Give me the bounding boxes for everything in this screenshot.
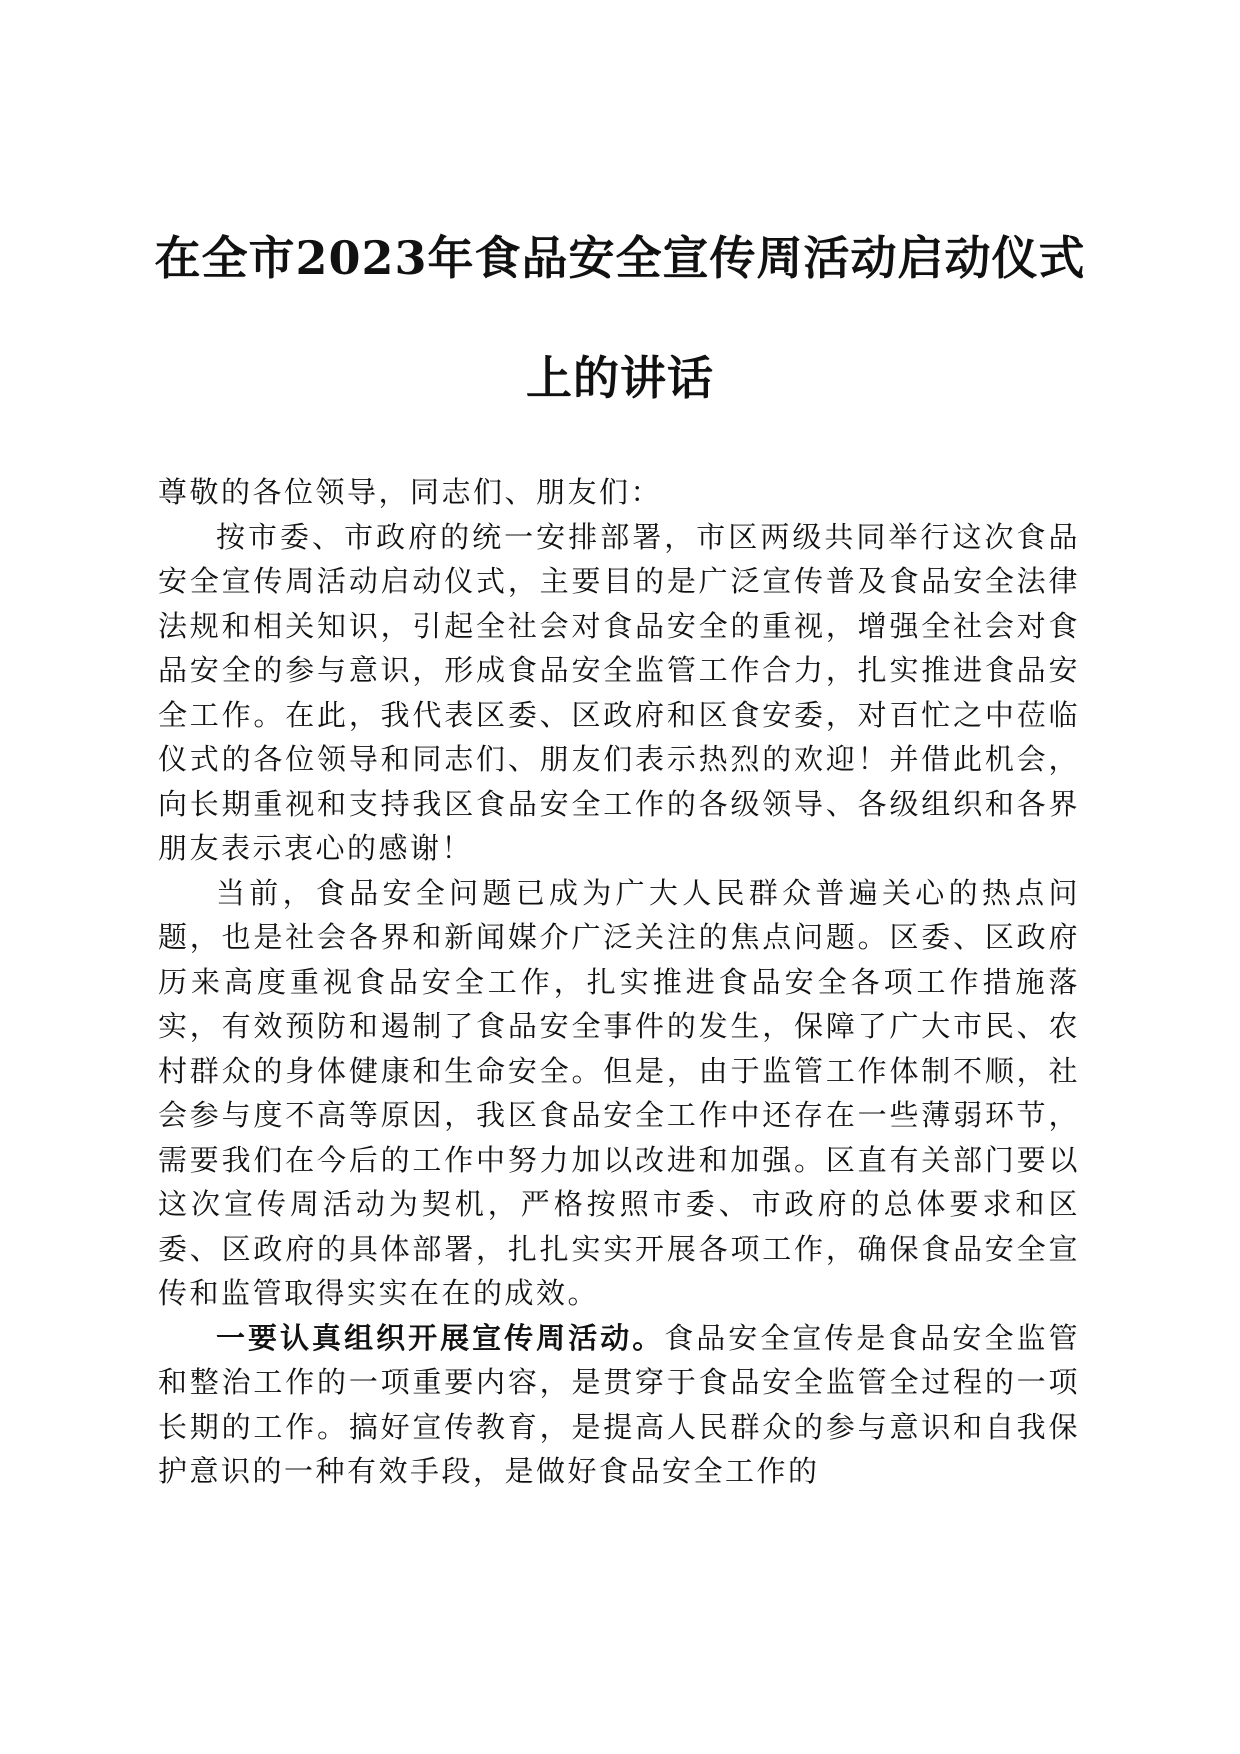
paragraph-3-heading: 一要认真组织开展宣传周活动。 — [216, 1320, 665, 1355]
document-body — [158, 470, 1080, 1494]
paragraph-2: 当前，食品安全问题已成为广大人民群众普遍关心的热点问题，也是社会各界和新闻媒介广泛关注的焦点问题。区委、区政府历来高度重视食品安全工作，扎实推进食品安全各项工作措施落实，有效预防和遏制了食品安全事件的发生，保障了广大市民、农村群众的身体健康和生命安全。但是，由于监管工作体制不顺，社会参与度不高等原因，我区食品安全工作中还存在一些薄弱环节，需要我们在今后的工作中努力加以改进和加强。区直有关部门要以这次宣传周活动为契机，严格按照市委、市政府的总体要求和区委、区政府的具体部署，扎扎实实开展各项工作，确保食品安全宣传和监管取得实实在在的成效。 — [158, 875, 1080, 1310]
paragraph-3 — [158, 1316, 1080, 1494]
paragraph-1: 按市委、市政府的统一安排部署，市区两级共同举行这次食品安全宣传周活动启动仪式，主要目的是广泛宣传普及食品安全法律法规和相关知识，引起全社会对食品安全的重视，增强全社会对食品安全的参与意识，形成食品安全监管工作合力，扎实推进食品安全工作。在此，我代表区委、区政府和区食安委，对百忙之中莅临仪式的各位领导和同志们、朋友们表示热烈的欢迎！并借此机会，向长期重视和支持我区食品安全工作的各级领导、各级组织和各界朋友表示衷心的感谢！ — [158, 519, 1080, 865]
salutation: 尊敬的各位领导，同志们、朋友们： — [158, 475, 663, 509]
document-title-line2: 上的讲话 — [526, 351, 714, 405]
paragraph-3-body: 食品安全宣传是食品安全监管和整治工作的一项重要内容，是贯穿于食品安全监管全过程的一项长期的工作。搞好宣传教育，是提高人民群众的参与意识和自我保护意识的一种有效手段，是做好食品安全工作的 — [158, 1320, 1080, 1488]
document-title-line1: 在全市2023年食品安全宣传周活动启动仪式 — [154, 231, 1086, 285]
